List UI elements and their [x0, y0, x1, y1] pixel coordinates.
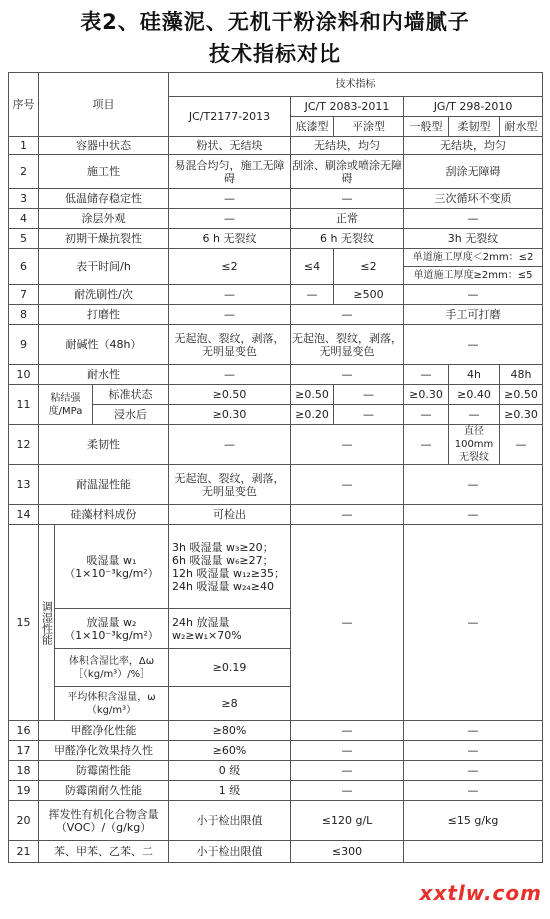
cell-std3-water: ≥0.50	[500, 385, 543, 405]
cell-std2-flat: ≤2	[334, 249, 404, 285]
cell-std3: —	[404, 525, 543, 721]
cell-std3: —	[404, 721, 543, 741]
cell-std3-general: —	[404, 405, 449, 425]
cell-std2: —	[291, 305, 404, 325]
row-item: 防霉菌耐久性能	[39, 781, 169, 801]
cell-std2: —	[291, 525, 404, 721]
cell-std2: 刮涂、刷涂或喷涂无障碍	[291, 155, 404, 189]
table-row	[9, 365, 543, 385]
cell-std2: 正常	[291, 209, 404, 229]
table-row	[9, 841, 543, 863]
row-item: 甲醛净化性能	[39, 721, 169, 741]
row-number: 20	[9, 801, 39, 841]
cell-std2: ≤300	[291, 841, 404, 863]
row-number: 8	[9, 305, 39, 325]
row-item: 耐水性	[39, 365, 169, 385]
row-item: 硅藻材料成份	[39, 505, 169, 525]
sub-item-release: 放湿量 w₂（1×10⁻³kg/m²）	[55, 609, 169, 649]
cell-std1-volume-ratio: ≥0.19	[169, 649, 291, 687]
header-sub-base: 底漆型	[291, 117, 334, 137]
cell-std3-thick: 单道施工厚度≥2mm：≤5	[404, 267, 543, 285]
table-row	[9, 285, 543, 305]
cell-std1: —	[169, 305, 291, 325]
cell-std1: ≤2	[169, 249, 291, 285]
cell-std1: 6 h 无裂纹	[169, 229, 291, 249]
header-sub-flat: 平涂型	[334, 117, 404, 137]
absorb-value: 6h 吸湿量 w₆≥27；	[172, 553, 274, 567]
cell-std1: 小于检出限值	[169, 801, 291, 841]
cell-std1: 易混合均匀，施工无障碍	[169, 155, 291, 189]
cell-std1: 无起泡、裂纹，剥落，无明显变色	[169, 325, 291, 365]
table-row	[9, 189, 543, 209]
table-row	[9, 137, 543, 155]
header-item: 项目	[39, 73, 169, 137]
cell-std1-average-moisture: ≥8	[169, 687, 291, 721]
header-seq: 序号	[9, 73, 39, 137]
header-row-1	[9, 73, 543, 97]
cell-std3-thin: 单道施工厚度＜2mm：≤2	[404, 249, 543, 267]
table-row	[9, 505, 543, 525]
cell-std2: —	[291, 189, 404, 209]
row-number: 15	[9, 525, 39, 721]
cell-std3: ≤15 g/kg	[404, 801, 543, 841]
cell-std3: —	[404, 285, 543, 305]
cell-std2-flat: —	[334, 405, 404, 425]
row-item: 涂层外观	[39, 209, 169, 229]
cell-std1: —	[169, 285, 291, 305]
sub-item-volume-ratio: 体积含湿比率，Δω［（kg/m³）/%］	[55, 649, 169, 687]
cell-std2: —	[291, 365, 404, 385]
row-item: 施工性	[39, 155, 169, 189]
row-number: 2	[9, 155, 39, 189]
row-number: 19	[9, 781, 39, 801]
cell-std3: 三次循环不变质	[404, 189, 543, 209]
table-row	[9, 155, 543, 189]
cell-std3: 3h 无裂纹	[404, 229, 543, 249]
row-number: 7	[9, 285, 39, 305]
row-item: 打磨性	[39, 305, 169, 325]
absorb-value: 24h 吸湿量 w₂₄≥40	[172, 579, 275, 593]
header-std1: JC/T2177-2013	[169, 97, 291, 137]
cell-std2: —	[291, 465, 404, 505]
cell-std3: —	[404, 209, 543, 229]
cell-std1: ≥0.50	[169, 385, 291, 405]
row-number: 6	[9, 249, 39, 285]
cell-std2: —	[291, 721, 404, 741]
spec-table	[8, 72, 543, 863]
cell-std3: —	[404, 465, 543, 505]
row-item: 调湿性能	[39, 525, 55, 721]
absorb-value: 12h 吸湿量 w₁₂≥35；	[172, 566, 286, 580]
cell-std2: ≤120 g/L	[291, 801, 404, 841]
table-row	[9, 741, 543, 761]
cell-std2-base: ≤4	[291, 249, 334, 285]
cell-std3-general: —	[404, 425, 449, 465]
row-item: 容器中状态	[39, 137, 169, 155]
cell-std2: —	[291, 761, 404, 781]
cell-std3: 无结块，均匀	[404, 137, 543, 155]
title-line-1: 表2、硅藻泥、无机干粉涂料和内墙腻子	[80, 10, 470, 34]
cell-std1: —	[169, 425, 291, 465]
cell-std1: 可检出	[169, 505, 291, 525]
sub-item-soaked: 浸水后	[93, 405, 169, 425]
row-item: 耐温湿性能	[39, 465, 169, 505]
header-sub-water: 耐水型	[500, 117, 543, 137]
cell-std2: 6 h 无裂纹	[291, 229, 404, 249]
cell-std3: 手工可打磨	[404, 305, 543, 325]
row-item: 粘结强度/MPa	[39, 385, 93, 425]
row-item: 耐碱性（48h）	[39, 325, 169, 365]
cell-std1: ≥80%	[169, 721, 291, 741]
cell-std2-flat: ≥500	[334, 285, 404, 305]
cell-std2-base: ≥0.20	[291, 405, 334, 425]
header-std2: JC/T 2083-2011	[291, 97, 404, 117]
sub-item-standard: 标准状态	[93, 385, 169, 405]
row-number: 12	[9, 425, 39, 465]
header-sub-general: 一般型	[404, 117, 449, 137]
cell-std2: —	[291, 425, 404, 465]
table-row	[9, 761, 543, 781]
cell-std3	[404, 841, 543, 863]
cell-std3-water: ≥0.30	[500, 405, 543, 425]
table-row	[9, 325, 543, 365]
row-number: 1	[9, 137, 39, 155]
cell-std1: —	[169, 365, 291, 385]
header-tech: 技术指标	[169, 73, 543, 97]
sub-item-average-moisture: 平均体积含湿量，ω（kg/m³）	[55, 687, 169, 721]
row-item: 苯、甲苯、乙苯、二	[39, 841, 169, 863]
cell-std2: —	[291, 781, 404, 801]
row-number: 11	[9, 385, 39, 425]
cell-std1: ≥60%	[169, 741, 291, 761]
cell-std1: ≥0.30	[169, 405, 291, 425]
cell-std3-flex: ≥0.40	[449, 385, 500, 405]
row-number: 5	[9, 229, 39, 249]
cell-std2: —	[291, 741, 404, 761]
table-row	[9, 249, 543, 267]
row-number: 10	[9, 365, 39, 385]
title-line-2: 技术指标对比	[209, 42, 341, 66]
table-row	[9, 305, 543, 325]
row-number: 9	[9, 325, 39, 365]
row-number: 17	[9, 741, 39, 761]
row-item: 挥发性有机化合物含量（VOC）/（g/kg）	[39, 801, 169, 841]
cell-std3-general: ≥0.30	[404, 385, 449, 405]
absorb-value: 3h 吸湿量 w₃≥20；	[172, 540, 274, 554]
table-row	[9, 801, 543, 841]
cell-std1: —	[169, 209, 291, 229]
cell-std3: —	[404, 761, 543, 781]
cell-std2-base: ≥0.50	[291, 385, 334, 405]
row-number: 13	[9, 465, 39, 505]
cell-std3: —	[404, 741, 543, 761]
row-item: 初期干燥抗裂性	[39, 229, 169, 249]
cell-std1: 小于检出限值	[169, 841, 291, 863]
cell-std3: —	[404, 505, 543, 525]
row-number: 14	[9, 505, 39, 525]
cell-std3-water: 48h	[500, 365, 543, 385]
row-number: 21	[9, 841, 39, 863]
watermark: xxtlw.com	[419, 881, 542, 905]
table-row	[9, 425, 543, 465]
table-row	[9, 229, 543, 249]
row-number: 3	[9, 189, 39, 209]
cell-std3-flex: —	[449, 405, 500, 425]
row-item: 耐洗刷性/次	[39, 285, 169, 305]
header-std3: JG/T 298-2010	[404, 97, 543, 117]
row-number: 4	[9, 209, 39, 229]
table-row	[9, 385, 543, 405]
table-row	[9, 525, 543, 609]
cell-std2: 无结块，均匀	[291, 137, 404, 155]
cell-std2: 无起泡、裂纹，剥落，无明显变色	[291, 325, 404, 365]
cell-std2: —	[291, 505, 404, 525]
row-item: 柔韧性	[39, 425, 169, 465]
cell-std1-absorb	[169, 525, 291, 609]
cell-std2-base: —	[291, 285, 334, 305]
cell-std3: 刮涂无障碍	[404, 155, 543, 189]
cell-std3-general: —	[404, 365, 449, 385]
cell-std1-release: 24h 放湿量 w₂≥w₁×70%	[169, 609, 291, 649]
header-sub-flex: 柔韧型	[449, 117, 500, 137]
cell-std1: 1 级	[169, 781, 291, 801]
sub-item-absorb: 吸湿量 w₁（1×10⁻³kg/m²）	[55, 525, 169, 609]
cell-std1: 0 级	[169, 761, 291, 781]
cell-std1: —	[169, 189, 291, 209]
row-number: 16	[9, 721, 39, 741]
table-row	[9, 721, 543, 741]
row-item: 防霉菌性能	[39, 761, 169, 781]
cell-std2-flat: —	[334, 385, 404, 405]
cell-std1: 无起泡、裂纹，剥落，无明显变色	[169, 465, 291, 505]
cell-std1: 粉状、无结块	[169, 137, 291, 155]
cell-std3-flex: 4h	[449, 365, 500, 385]
row-item: 甲醛净化效果持久性	[39, 741, 169, 761]
cell-std3-flex: 直径100mm无裂纹	[449, 425, 500, 465]
row-item: 低温储存稳定性	[39, 189, 169, 209]
row-item: 表干时间/h	[39, 249, 169, 285]
cell-std3: —	[404, 325, 543, 365]
cell-std3-water: —	[500, 425, 543, 465]
cell-std3: —	[404, 781, 543, 801]
row-number: 18	[9, 761, 39, 781]
table-row	[9, 209, 543, 229]
table-row	[9, 781, 543, 801]
table-row	[9, 465, 543, 505]
